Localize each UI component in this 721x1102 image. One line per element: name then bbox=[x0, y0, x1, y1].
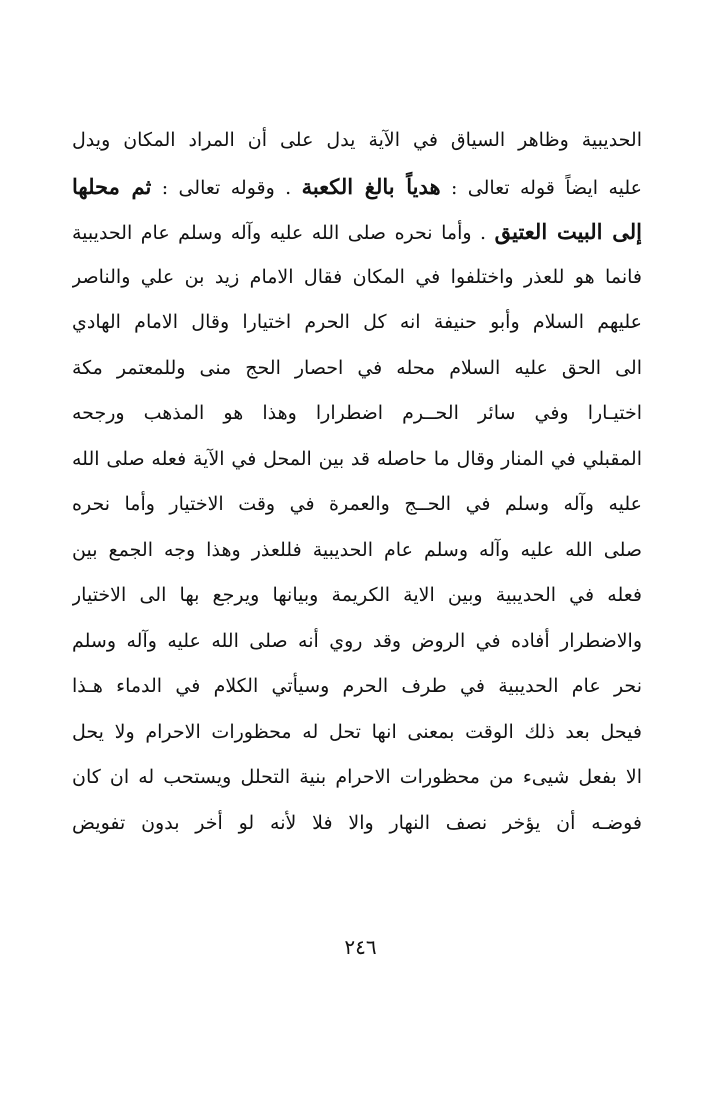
line-text: . وأما نحره صلى الله عليه وآله وسلم عام الحديبية bbox=[72, 222, 495, 244]
line-text: فعله في الحديبية وبين الاية الكريمة وبيانها ويرجع بها الى الاختيار bbox=[72, 584, 642, 606]
line-text: والاضطرار أفاده في الروض وقد روي أنه صلى الله عليه وآله وسلم bbox=[72, 629, 642, 652]
line-text: فيحل بعد ذلك الوقت بمعنى انها تحل له محظورات الاحرام ولا يحل bbox=[72, 720, 642, 743]
text-line-6 bbox=[72, 346, 642, 392]
text-line-4 bbox=[72, 255, 642, 301]
page-number: ٢٤٦ bbox=[344, 935, 377, 959]
line-text: نحر عام الحديبية في طرف الحرم وسيأتي الكلام في الدماء هـذا bbox=[72, 675, 642, 697]
line-text: . وقوله تعالى : bbox=[151, 176, 302, 199]
text-line-11 bbox=[72, 573, 642, 619]
line-text: عليه وآله وسلم في الحــج والعمرة في وقت الاختيار وأما نحره bbox=[72, 493, 642, 515]
body-text bbox=[72, 118, 642, 846]
quran-quote: ثم محلها bbox=[72, 173, 152, 199]
line-text: الا بفعل شيىء من محظورات الاحرام بنية التحلل ويستحب له ان كان bbox=[72, 766, 642, 788]
text-line-16 bbox=[72, 801, 642, 847]
text-line-14 bbox=[72, 710, 642, 756]
line-text: الى الحق عليه السلام محله في احصار الحج منى وللمعتمر مكة bbox=[72, 356, 642, 379]
line-text: الحديبية وظاهر السياق في الآية يدل على أن المراد المكان ويدل bbox=[72, 129, 642, 151]
line-text: عليه ايضاً قوله تعالى : bbox=[440, 176, 642, 199]
line-text: فانما هو للعذر واختلفوا في المكان فقال الامام زيد بن علي والناصر bbox=[72, 265, 642, 288]
text-line-10 bbox=[72, 528, 642, 574]
text-line-15 bbox=[72, 755, 642, 801]
text-line-12 bbox=[72, 619, 642, 665]
line-text: صلى الله عليه وآله وسلم عام الحديبية فللعذر وهذا وجه الجمع بين bbox=[72, 538, 642, 561]
text-line-2 bbox=[72, 164, 642, 210]
line-text: فوضـه أن يؤخر نصف النهار والا فلا لأنه لو أخر بدون تفويض bbox=[72, 811, 642, 834]
text-line-5 bbox=[72, 300, 642, 346]
text-line-3 bbox=[72, 209, 642, 255]
quran-quote: إلى البيت العتيق bbox=[494, 219, 642, 244]
text-line-9 bbox=[72, 482, 642, 528]
line-text: اختيـارا وفي سائر الحــرم اضطرارا وهذا هو المذهب ورجحه bbox=[72, 402, 642, 424]
text-line-1 bbox=[72, 118, 642, 164]
text-line-8 bbox=[72, 437, 642, 483]
text-line-13 bbox=[72, 664, 642, 710]
line-text: عليهم السلام وأبو حنيفة انه كل الحرم اختيارا وقال الامام الهادي bbox=[72, 311, 642, 333]
quran-quote: هدياً بالغ الكعبة bbox=[301, 173, 441, 199]
text-line-7 bbox=[72, 391, 642, 437]
line-text: المقبلي في المنار وقال ما حاصله قد بين المحل في الآية فعله صلى الله bbox=[72, 447, 642, 470]
